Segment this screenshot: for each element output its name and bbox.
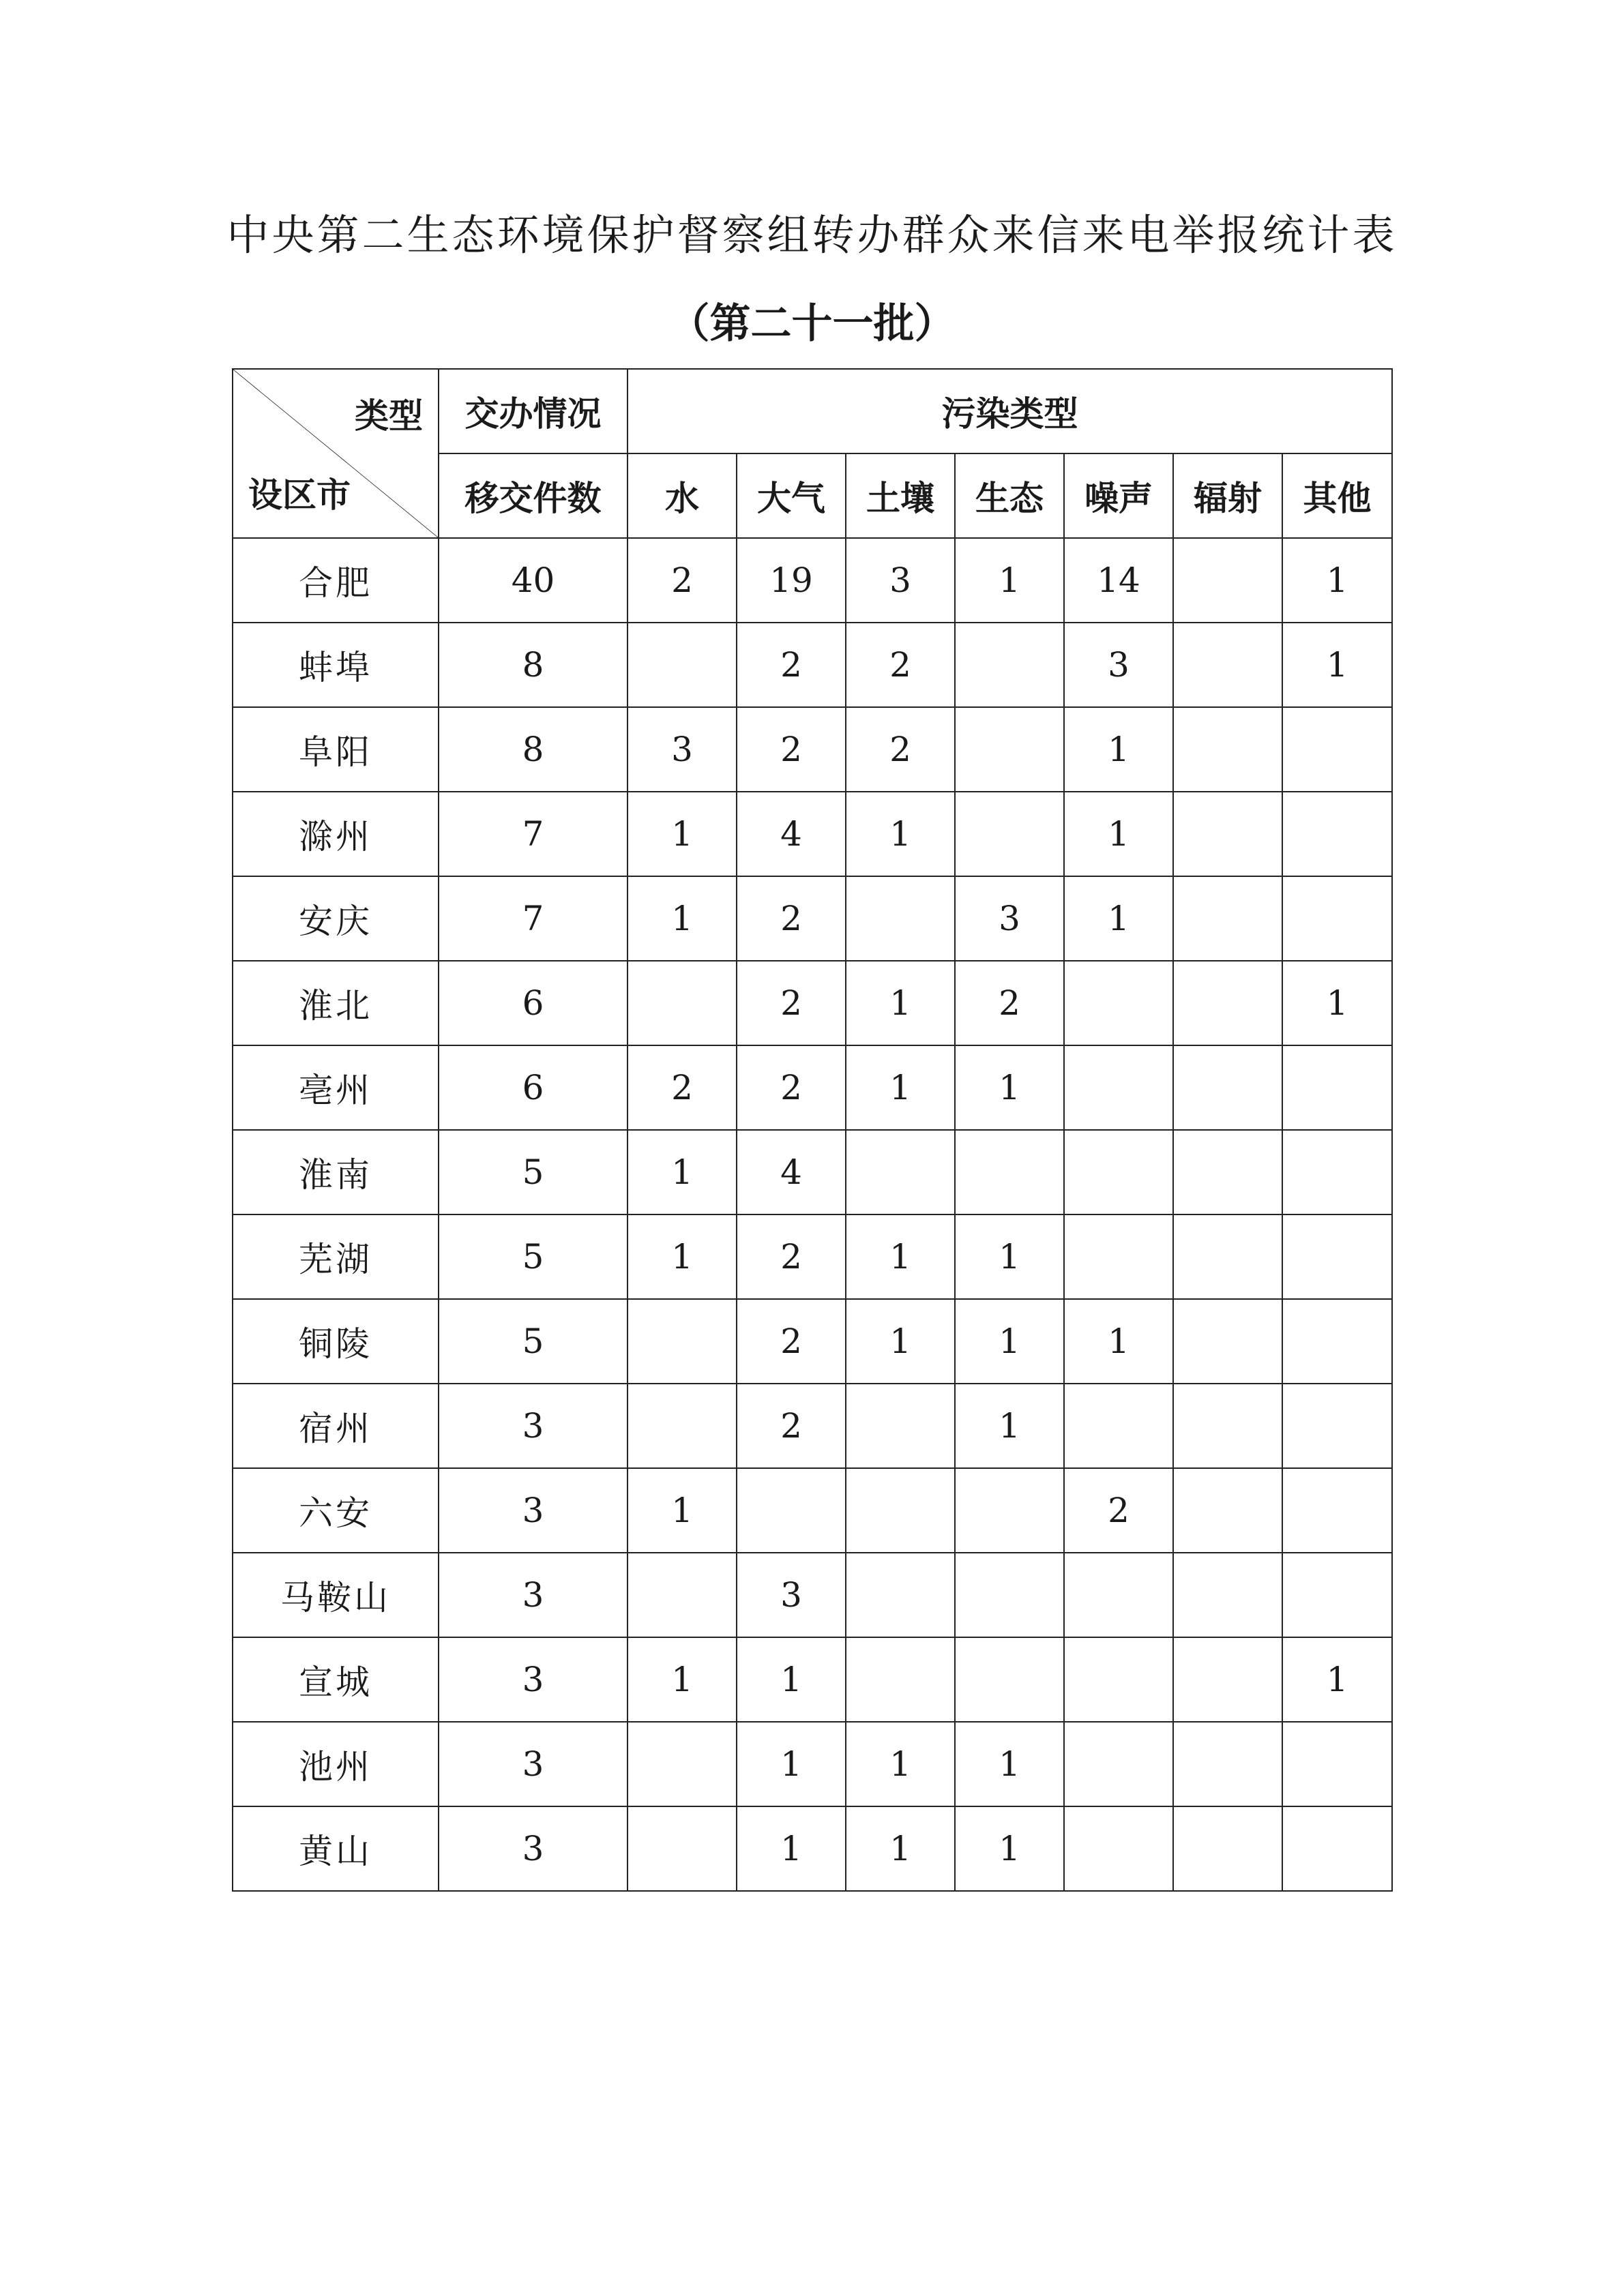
air-count-cell [737, 1468, 846, 1553]
table-row [233, 1045, 1392, 1130]
city-name-cell: 芜湖 [233, 1214, 439, 1299]
pollution-type-header: 污染类型 [628, 369, 1392, 453]
ecology-count-cell: 1 [955, 538, 1064, 623]
radiation-count-cell [1173, 1637, 1282, 1722]
soil-count-cell: 1 [846, 1722, 955, 1806]
soil-count-cell: 1 [846, 792, 955, 876]
city-name-cell: 滁州 [233, 792, 439, 876]
soil-count-cell: 1 [846, 1299, 955, 1384]
noise-count-cell: 1 [1064, 876, 1173, 961]
air-count-cell: 1 [737, 1722, 846, 1806]
handover-count-cell: 5 [439, 1130, 628, 1214]
city-name-cell: 马鞍山 [233, 1553, 439, 1637]
water-count-cell [628, 1384, 737, 1468]
noise-count-cell: 1 [1064, 1299, 1173, 1384]
water-count-cell: 1 [628, 1130, 737, 1214]
radiation-count-cell [1173, 1384, 1282, 1468]
air-count-cell: 1 [737, 1637, 846, 1722]
water-count-cell [628, 1299, 737, 1384]
city-name-cell: 池州 [233, 1722, 439, 1806]
other-count-cell [1282, 1299, 1392, 1384]
soil-count-cell: 1 [846, 1806, 955, 1891]
noise-count-cell [1064, 1806, 1173, 1891]
city-name-cell: 六安 [233, 1468, 439, 1553]
water-count-cell: 2 [628, 538, 737, 623]
noise-count-cell: 1 [1064, 792, 1173, 876]
noise-count-cell [1064, 1553, 1173, 1637]
soil-count-cell: 2 [846, 623, 955, 707]
table-row [233, 1553, 1392, 1637]
radiation-count-cell [1173, 1130, 1282, 1214]
water-count-cell [628, 961, 737, 1045]
handover-count-cell: 5 [439, 1214, 628, 1299]
other-count-cell [1282, 1384, 1392, 1468]
other-count-cell [1282, 1045, 1392, 1130]
soil-count-cell: 1 [846, 1045, 955, 1130]
air-count-cell: 19 [737, 538, 846, 623]
table-row [233, 1468, 1392, 1553]
air-count-cell: 2 [737, 707, 846, 792]
ecology-count-cell [955, 792, 1064, 876]
other-count-cell: 1 [1282, 1637, 1392, 1722]
noise-count-cell: 1 [1064, 707, 1173, 792]
radiation-count-cell [1173, 1214, 1282, 1299]
noise-count-cell [1064, 1637, 1173, 1722]
city-name-cell: 阜阳 [233, 707, 439, 792]
ecology-count-cell: 1 [955, 1384, 1064, 1468]
air-count-cell: 4 [737, 792, 846, 876]
table-row [233, 961, 1392, 1045]
noise-count-cell [1064, 1384, 1173, 1468]
table-row [233, 1806, 1392, 1891]
water-count-cell [628, 1553, 737, 1637]
handover-count-cell: 3 [439, 1806, 628, 1891]
handover-count-cell: 8 [439, 707, 628, 792]
water-count-cell: 1 [628, 792, 737, 876]
city-name-cell: 宿州 [233, 1384, 439, 1468]
radiation-count-cell [1173, 1722, 1282, 1806]
table-row [233, 1214, 1392, 1299]
handover-count-cell: 3 [439, 1722, 628, 1806]
other-count-cell: 1 [1282, 538, 1392, 623]
radiation-count-cell [1173, 538, 1282, 623]
other-count-cell [1282, 876, 1392, 961]
table-row [233, 1130, 1392, 1214]
ecology-count-cell [955, 623, 1064, 707]
ecology-count-cell [955, 707, 1064, 792]
ecology-count-cell: 1 [955, 1214, 1064, 1299]
soil-count-cell [846, 1553, 955, 1637]
handover-count-cell: 3 [439, 1637, 628, 1722]
ecology-count-cell [955, 1553, 1064, 1637]
handover-count-cell: 8 [439, 623, 628, 707]
other-count-cell [1282, 1553, 1392, 1637]
air-count-cell: 2 [737, 1384, 846, 1468]
handover-header: 交办情况 [439, 369, 628, 453]
handover-count-cell: 3 [439, 1384, 628, 1468]
other-count-cell [1282, 792, 1392, 876]
table-row [233, 707, 1392, 792]
city-name-cell: 安庆 [233, 876, 439, 961]
radiation-count-cell [1173, 876, 1282, 961]
column-header-soil: 土壤 [846, 453, 955, 538]
ecology-count-cell: 1 [955, 1806, 1064, 1891]
air-count-cell: 2 [737, 961, 846, 1045]
city-name-cell: 合肥 [233, 538, 439, 623]
column-header-air: 大气 [737, 453, 846, 538]
water-count-cell [628, 1722, 737, 1806]
header-row-1 [233, 369, 1392, 453]
noise-count-cell [1064, 1722, 1173, 1806]
handover-count-cell: 7 [439, 876, 628, 961]
radiation-count-cell [1173, 1299, 1282, 1384]
table-row [233, 876, 1392, 961]
handover-count-cell: 7 [439, 792, 628, 876]
city-name-cell: 蚌埠 [233, 623, 439, 707]
radiation-count-cell [1173, 792, 1282, 876]
water-count-cell: 3 [628, 707, 737, 792]
column-header-noise: 噪声 [1064, 453, 1173, 538]
handover-count-cell: 6 [439, 961, 628, 1045]
handover-count-header: 移交件数 [439, 453, 628, 538]
table-body [233, 538, 1392, 1891]
table-row [233, 1722, 1392, 1806]
noise-count-cell: 2 [1064, 1468, 1173, 1553]
city-name-cell: 淮北 [233, 961, 439, 1045]
city-name-cell: 淮南 [233, 1130, 439, 1214]
city-name-cell: 亳州 [233, 1045, 439, 1130]
ecology-count-cell: 3 [955, 876, 1064, 961]
soil-count-cell [846, 1130, 955, 1214]
air-count-cell: 2 [737, 876, 846, 961]
noise-count-cell [1064, 961, 1173, 1045]
noise-count-cell [1064, 1130, 1173, 1214]
ecology-count-cell [955, 1468, 1064, 1553]
other-count-cell [1282, 1214, 1392, 1299]
air-count-cell: 2 [737, 1299, 846, 1384]
soil-count-cell: 1 [846, 961, 955, 1045]
water-count-cell: 1 [628, 1468, 737, 1553]
document-title: 中央第二生态环境保护督察组转办群众来信来电举报统计表 [226, 210, 1398, 260]
corner-type-label: 类型 [355, 396, 423, 436]
other-count-cell [1282, 1722, 1392, 1806]
radiation-count-cell [1173, 623, 1282, 707]
air-count-cell: 4 [737, 1130, 846, 1214]
water-count-cell: 1 [628, 1214, 737, 1299]
water-count-cell [628, 623, 737, 707]
air-count-cell: 2 [737, 1045, 846, 1130]
water-count-cell: 1 [628, 1637, 737, 1722]
city-name-cell: 黄山 [233, 1806, 439, 1891]
soil-count-cell [846, 1637, 955, 1722]
air-count-cell: 2 [737, 1214, 846, 1299]
table-row [233, 1637, 1392, 1722]
ecology-count-cell: 1 [955, 1722, 1064, 1806]
radiation-count-cell [1173, 707, 1282, 792]
statistics-table [232, 368, 1393, 1892]
other-count-cell: 1 [1282, 623, 1392, 707]
document-subtitle: （第二十一批） [668, 300, 956, 348]
noise-count-cell: 14 [1064, 538, 1173, 623]
soil-count-cell: 2 [846, 707, 955, 792]
air-count-cell: 1 [737, 1806, 846, 1891]
soil-count-cell: 1 [846, 1214, 955, 1299]
radiation-count-cell [1173, 1806, 1282, 1891]
radiation-count-cell [1173, 1553, 1282, 1637]
water-count-cell: 1 [628, 876, 737, 961]
soil-count-cell: 3 [846, 538, 955, 623]
ecology-count-cell: 1 [955, 1299, 1064, 1384]
diagonal-corner-header [233, 369, 439, 538]
other-count-cell: 1 [1282, 961, 1392, 1045]
other-count-cell [1282, 1806, 1392, 1891]
table-row [233, 623, 1392, 707]
table-row [233, 1384, 1392, 1468]
water-count-cell [628, 1806, 737, 1891]
other-count-cell [1282, 1468, 1392, 1553]
ecology-count-cell [955, 1637, 1064, 1722]
column-header-other: 其他 [1282, 453, 1392, 538]
radiation-count-cell [1173, 1045, 1282, 1130]
ecology-count-cell [955, 1130, 1064, 1214]
soil-count-cell [846, 876, 955, 961]
air-count-cell: 3 [737, 1553, 846, 1637]
table-row [233, 792, 1392, 876]
handover-count-cell: 3 [439, 1468, 628, 1553]
water-count-cell: 2 [628, 1045, 737, 1130]
noise-count-cell [1064, 1214, 1173, 1299]
soil-count-cell [846, 1468, 955, 1553]
handover-count-cell: 3 [439, 1553, 628, 1637]
column-header-ecology: 生态 [955, 453, 1064, 538]
radiation-count-cell [1173, 961, 1282, 1045]
ecology-count-cell: 2 [955, 961, 1064, 1045]
air-count-cell: 2 [737, 623, 846, 707]
corner-city-label: 设区市 [248, 475, 351, 515]
city-name-cell: 铜陵 [233, 1299, 439, 1384]
other-count-cell [1282, 1130, 1392, 1214]
handover-count-cell: 40 [439, 538, 628, 623]
ecology-count-cell: 1 [955, 1045, 1064, 1130]
noise-count-cell: 3 [1064, 623, 1173, 707]
radiation-count-cell [1173, 1468, 1282, 1553]
soil-count-cell [846, 1384, 955, 1468]
handover-count-cell: 6 [439, 1045, 628, 1130]
other-count-cell [1282, 707, 1392, 792]
city-name-cell: 宣城 [233, 1637, 439, 1722]
handover-count-cell: 5 [439, 1299, 628, 1384]
noise-count-cell [1064, 1045, 1173, 1130]
column-header-water: 水 [628, 453, 737, 538]
table-row [233, 1299, 1392, 1384]
table-row [233, 538, 1392, 623]
column-header-radiation: 辐射 [1173, 453, 1282, 538]
